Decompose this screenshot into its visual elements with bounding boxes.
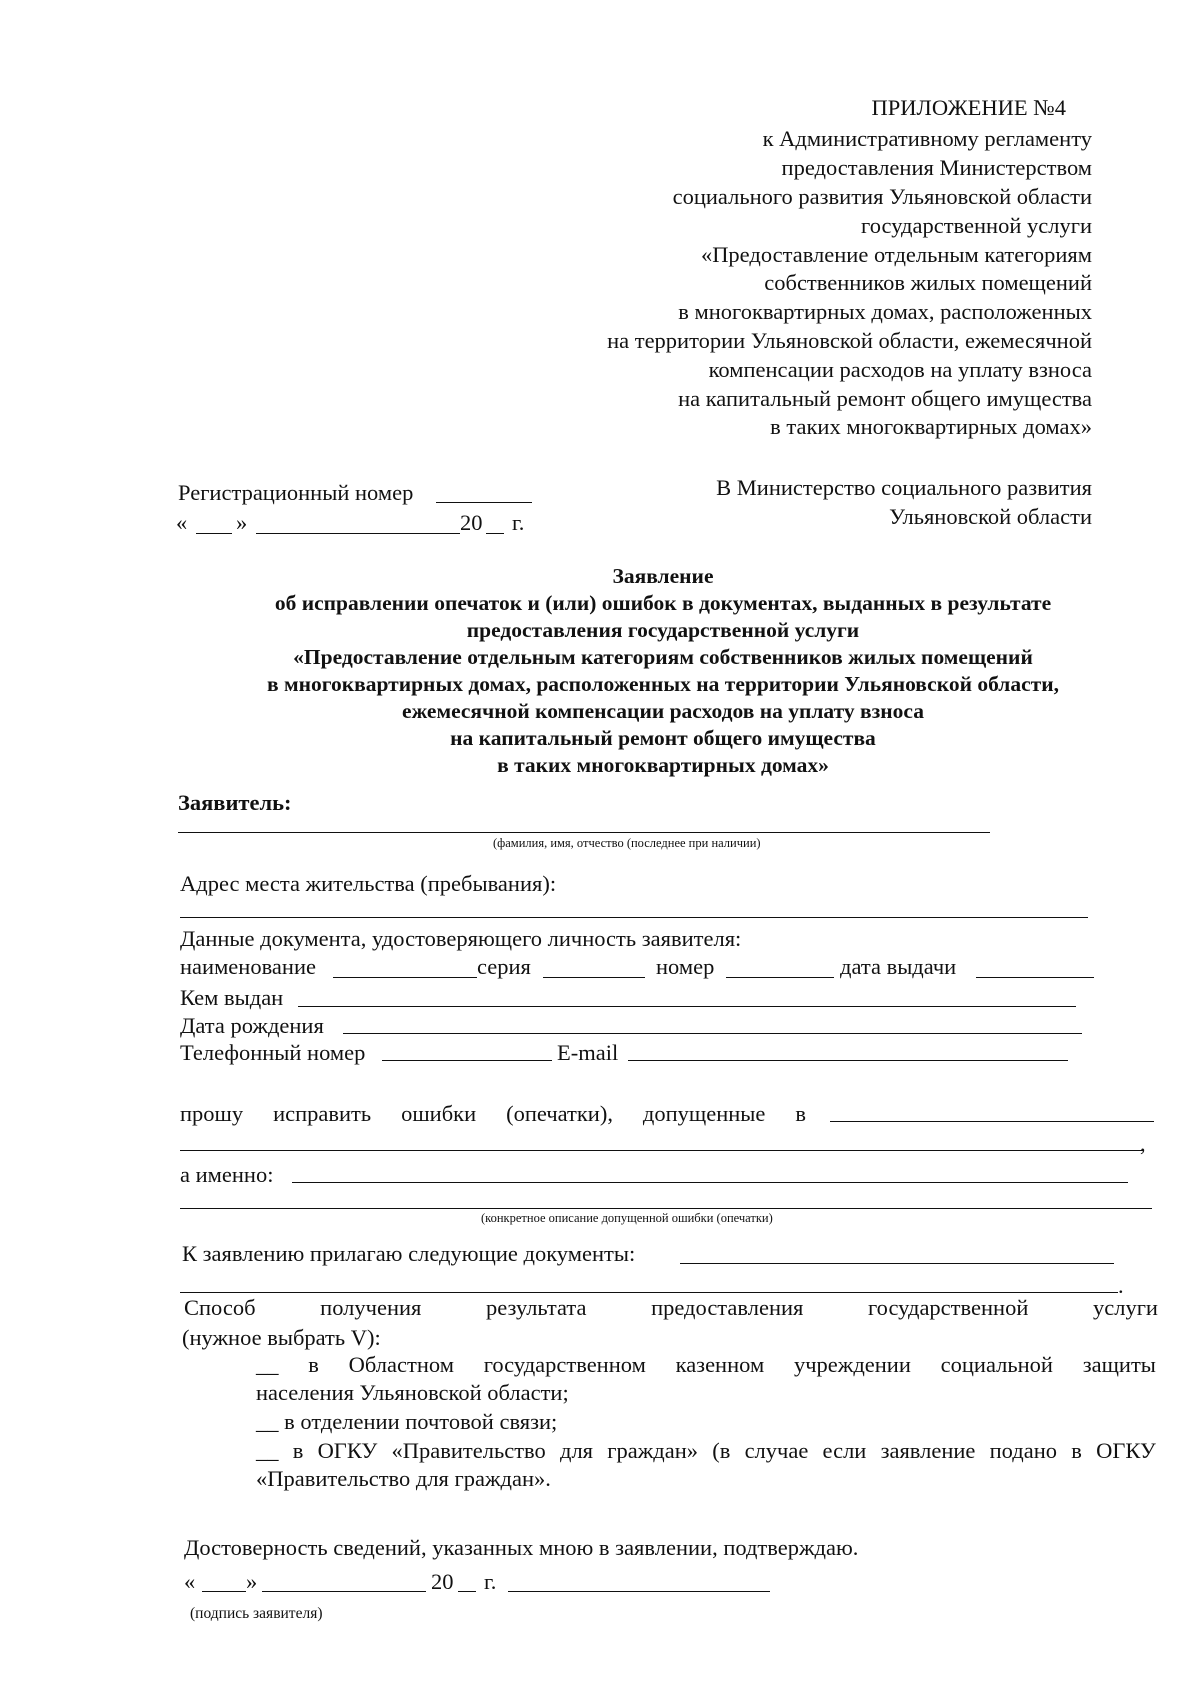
issued-by-label: Кем выдан [180,985,284,1010]
attachments-period: . [1118,1273,1124,1298]
appendix-line: в таких многоквартирных домах» [770,414,1092,439]
option-post-office[interactable]: __ в отделении почтовой связи; [256,1409,558,1434]
option-word: казенном [675,1352,765,1377]
registration-year-suffix: г. [512,510,525,535]
addressee-line1: В Министерство социального развития [716,475,1092,500]
option-word: для [560,1438,594,1463]
heading-line: ежемесячной компенсации расходов на уплату взноса [402,699,924,723]
attachments-line-2[interactable] [180,1292,1118,1293]
heading-line: «Предоставление отдельным категориям собственников жилых помещений [293,645,1033,669]
registration-month-line[interactable] [256,533,460,534]
request-word: прошу [180,1101,244,1126]
appendix-line: «Предоставление отдельным категориям [700,242,1092,267]
option-word: в [308,1352,319,1377]
email-label: E-mail [557,1040,619,1065]
method-word: получения [320,1295,422,1320]
appendix-line: компенсации расходов на уплату взноса [708,357,1092,382]
registration-number-line[interactable] [436,502,532,503]
registration-date-open: « [176,510,188,535]
request-sentence [180,1103,806,1126]
option-word: учреждении [793,1352,911,1377]
addressee-line2: Ульяновской области [889,504,1092,529]
issued-by-line[interactable] [298,1006,1076,1007]
applicant-label: Заявитель: [178,790,292,815]
option-word: «Правительство [391,1438,546,1463]
appendix-line: к Административному регламенту [762,126,1092,151]
appendix-line: на территории Ульяновской области, ежемесячной [607,328,1092,353]
option-ogku[interactable] [256,1440,1156,1463]
option-word: (в [712,1438,731,1463]
signature-line[interactable] [508,1591,770,1592]
registration-date-close: » [236,510,248,535]
request-word: в [795,1101,806,1126]
option-word: __ [256,1352,279,1377]
option-word: социальной [940,1352,1053,1377]
appendix-line: в многоквартирных домах, расположенных [678,299,1092,324]
option-word: защиты [1082,1352,1156,1377]
method-sentence [184,1297,1158,1320]
phone-line[interactable] [382,1060,552,1061]
id-document-label: Данные документа, удостоверяющего личность заявителя: [180,926,742,951]
registration-year-prefix: 20 [460,510,483,535]
confirm-year-line[interactable] [458,1591,476,1592]
request-word: ошибки [401,1101,477,1126]
birth-date-line[interactable] [343,1033,1082,1034]
error-description-hint: (конкретное описание допущенной ошибки (опечатки) [481,1211,773,1225]
request-document-line-2[interactable] [180,1150,1143,1151]
heading-line: в многоквартирных домах, расположенных на территории Ульяновской области, [266,672,1059,696]
method-word: предоставления [651,1295,804,1320]
option-social-protection[interactable] [256,1354,1156,1377]
appendix-line: на капитальный ремонт общего имущества [678,386,1092,411]
namely-line[interactable] [292,1182,1128,1183]
heading-line: об исправлении опечаток и (или) ошибок в документах, выданных в результате [274,591,1052,615]
doc-name-label: наименование [180,954,316,979]
confirm-day-line[interactable] [202,1591,246,1592]
doc-number-label: номер [656,954,715,979]
attachments-line[interactable] [680,1263,1114,1264]
option-word: ОГКУ [317,1438,378,1463]
option-word: ОГКУ [1096,1438,1156,1463]
option-word: государственном [483,1352,646,1377]
option-word: подано [989,1438,1058,1463]
request-comma: , [1140,1131,1146,1156]
appendix-title: ПРИЛОЖЕНИЕ №4 [871,95,1066,120]
registration-label: Регистрационный номер [178,480,414,505]
option-word: Областном [348,1352,454,1377]
applicant-fio-hint: (фамилия, имя, отчество (последнее при наличии) [493,836,761,850]
method-word: результата [486,1295,587,1320]
confirm-year-suffix: г. [484,1569,497,1594]
option-ogku-line2: «Правительство для граждан». [256,1466,551,1491]
confirm-month-line[interactable] [262,1591,426,1592]
birth-date-label: Дата рождения [180,1013,324,1038]
method-word: услуги [1092,1295,1158,1320]
doc-name-line[interactable] [333,977,477,978]
option-word: если [822,1438,867,1463]
appendix-line: предоставления Министерством [781,155,1092,180]
request-document-line[interactable] [830,1121,1154,1122]
option-word: в [292,1438,304,1463]
request-word: (опечатки), [506,1101,613,1126]
email-line[interactable] [628,1060,1068,1061]
method-hint: (нужное выбрать V): [182,1325,381,1350]
heading-title: Заявление [612,564,714,588]
heading-line: предоставления государственной услуги [466,618,860,642]
option-word: заявление [880,1438,976,1463]
registration-year-line[interactable] [486,533,504,534]
confirm-year-prefix: 20 [431,1569,454,1594]
address-label: Адрес места жительства (пребывания): [180,871,557,896]
request-word: допущенные [642,1101,766,1126]
heading-line: в таких многоквартирных домах» [497,753,829,777]
request-word: исправить [273,1101,372,1126]
appendix-line: государственной услуги [861,213,1092,238]
appendix-line: собственников жилых помещений [764,270,1092,295]
option-word: случае [744,1438,809,1463]
confirm-date-close: » [246,1569,258,1594]
confirmation-text: Достоверность сведений, указанных мною в заявлении, подтверждаю. [184,1535,859,1560]
option-word: граждан» [607,1438,698,1463]
signature-hint: (подпись заявителя) [190,1605,323,1622]
address-line[interactable] [180,917,1088,918]
option-social-protection-line2: населения Ульяновской области; [256,1380,569,1405]
phone-label: Телефонный номер [180,1040,366,1065]
namely-line-2[interactable] [180,1208,1152,1209]
option-word: в [1071,1438,1082,1463]
registration-day-line[interactable] [196,533,232,534]
doc-series-line[interactable] [543,977,645,978]
doc-series-label: серия [477,954,531,979]
method-word: государственной [868,1295,1029,1320]
doc-issue-date-line[interactable] [976,977,1094,978]
applicant-fio-line[interactable] [178,832,990,833]
appendix-line: социального развития Ульяновской области [672,184,1092,209]
heading-line: на капитальный ремонт общего имущества [450,726,876,750]
doc-issue-date-label: дата выдачи [840,954,957,979]
method-word: Способ [184,1295,256,1320]
namely-label: а именно: [180,1162,274,1187]
attachments-label: К заявлению прилагаю следующие документы: [182,1241,636,1266]
option-word: __ [256,1438,279,1463]
confirm-date-open: « [184,1569,196,1594]
doc-number-line[interactable] [726,977,834,978]
